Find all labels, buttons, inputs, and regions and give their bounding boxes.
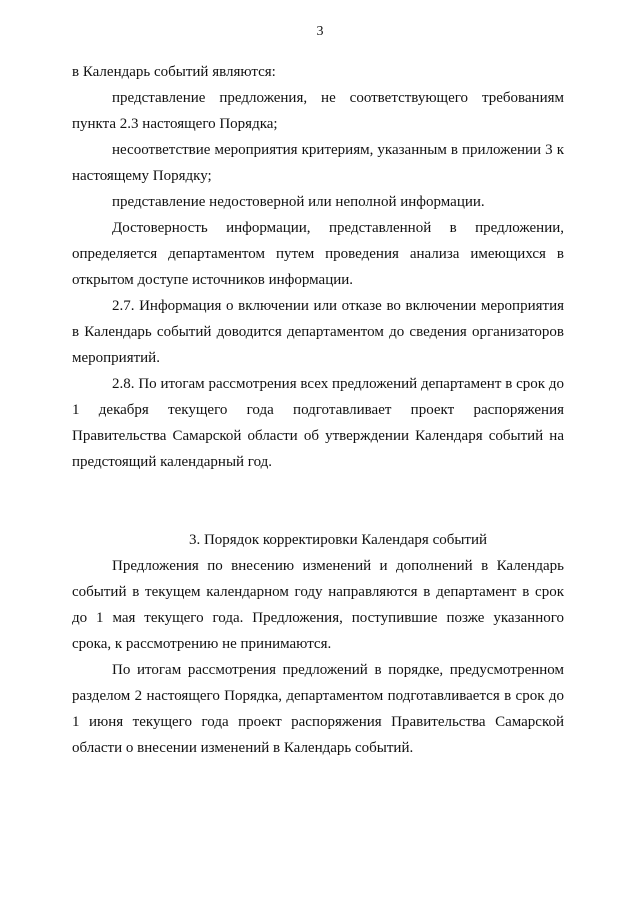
paragraph-reason-2: несоответствие мероприятия критериям, указанным в приложении 3 к настоящему Порядку; [72, 142, 564, 184]
paragraph-correction-procedure: По итогам рассмотрения предложений в порядке, предусмотренном разделом 2 настоящего Порядка, департаментом подготавливается в срок до 1 июня текущего года проект распоряжения Правительства Самарской области о внесении изменений в Календарь событий. [72, 662, 564, 756]
section-spacer [72, 475, 564, 527]
paragraph-clause-2-7: 2.7. Информация о включении или отказе во включении мероприятия в Календарь событий доводится департаментом до сведения организаторов мероприятий. [72, 298, 564, 366]
section-heading: 3. Порядок корректировки Календаря событий [188, 532, 488, 548]
paragraph-clause-2-8: 2.8. По итогам рассмотрения всех предложений департамент в срок до 1 декабря текущего года подготавливает проект распоряжения Правительства Самарской области об утверждении Календаря событий на предстоящий календарный год. [72, 376, 564, 470]
paragraph-reliability: Достоверность информации, представленной в предложении, определяется департаментом путем проведения анализа имеющихся в открытом доступе источников информации. [72, 220, 564, 288]
paragraph-reason-1: представление предложения, не соответствующего требованиям пункта 2.3 настоящего Порядка; [72, 90, 564, 132]
paragraph-correction-deadline: Предложения по внесению изменений и дополнений в Календарь событий в текущем календарном году направляются в департамент в срок до 1 мая текущего года. Предложения, поступившие позже указанного срока, к рассмотрению не принимаются. [72, 558, 564, 652]
paragraph-intro: в Календарь событий являются: [72, 64, 276, 80]
page-number: 3 [316, 24, 324, 39]
paragraph-reason-3: представление недостоверной или неполной информации. [112, 194, 485, 210]
document-body [72, 59, 564, 761]
